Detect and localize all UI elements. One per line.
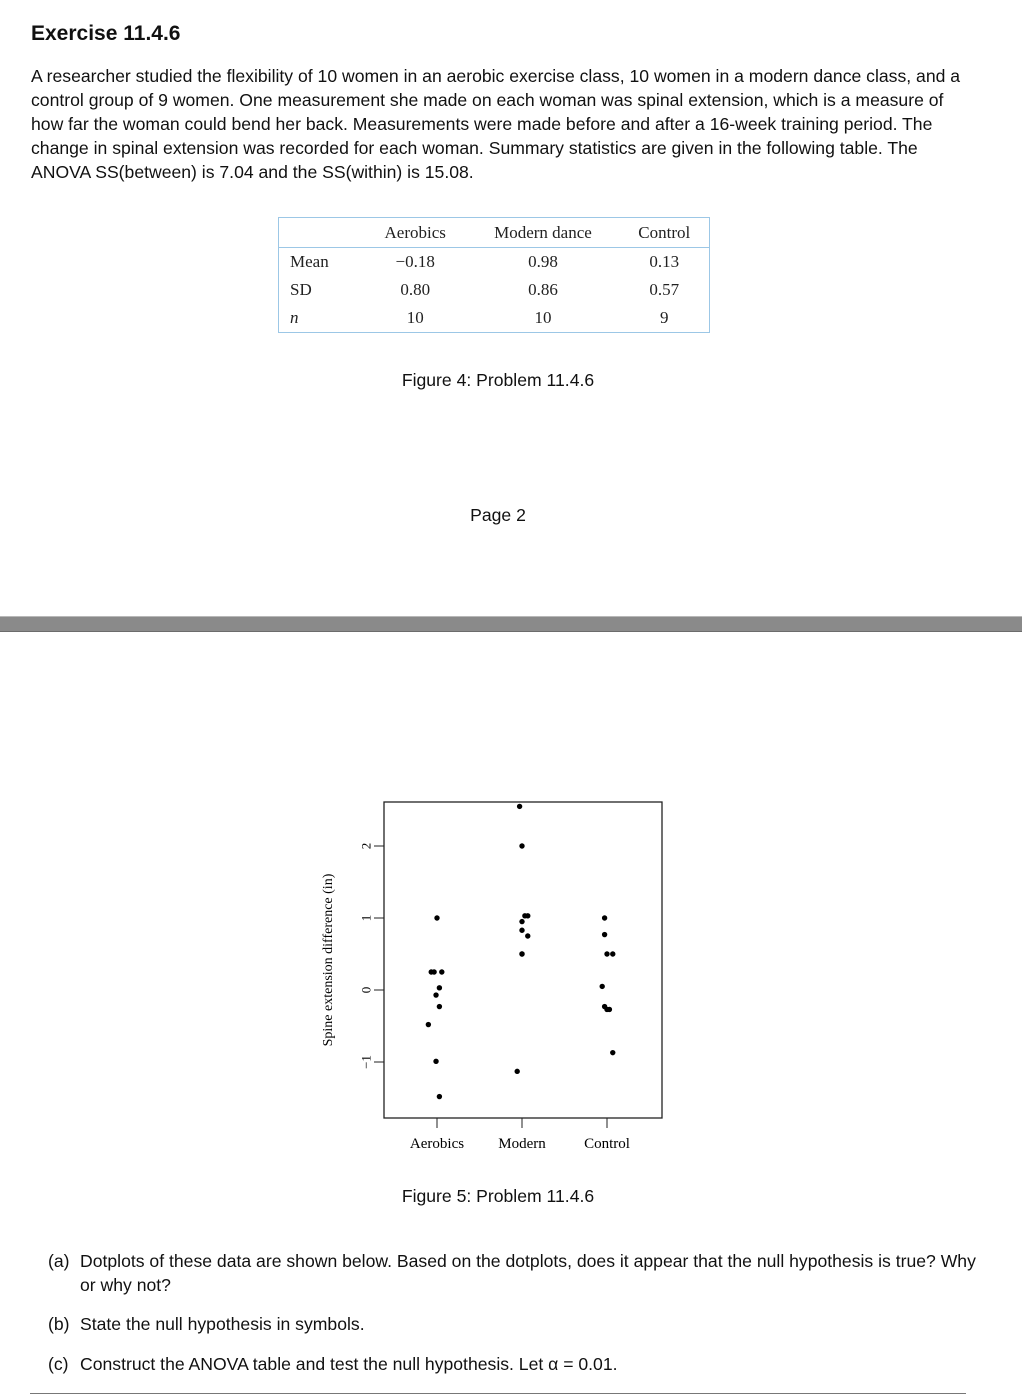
data-point <box>519 843 524 848</box>
question-label: (b) <box>48 1314 70 1334</box>
question-text: State the null hypothesis in symbols. <box>80 1314 365 1334</box>
table-cell: 0.57 <box>649 280 680 299</box>
data-point <box>610 951 615 956</box>
y-axis-label: Spine extension difference (in) <box>321 873 336 1047</box>
data-point <box>515 1069 520 1074</box>
table-header-row <box>279 218 710 248</box>
table-header-modern-dance: Modern dance <box>466 218 619 248</box>
question-text: Construct the ANOVA table and test the null hypothesis. Let α = 0.01. <box>80 1354 618 1374</box>
x-tick-label: Modern <box>498 1136 546 1152</box>
data-point <box>437 1094 442 1099</box>
page-number-label: Page 2 <box>470 505 526 525</box>
exercise-intro: A researcher studied the flexibility of 10 women in an aerobic exercise class, 10 women in a modern dance class, and a control group of 9 women. One measurement she made on each woman was spinal extension, which is a measure of how far the woman could bend her back. Measurements were made before and after a 16-week training period. The change in spinal extension was recorded for each woman. Summary statistics are given in the following table. The ANOVA SS(between) is 7.04 and the SS(within) is 15.08. <box>31 66 961 182</box>
table-cell: 10 <box>534 308 552 327</box>
question-label: (c) <box>48 1354 69 1374</box>
data-point <box>607 1007 612 1012</box>
question-a <box>48 1249 978 1297</box>
table-header-control: Control <box>620 218 710 248</box>
table-cell: 10 <box>406 308 424 327</box>
table-row <box>279 248 710 277</box>
y-axis <box>359 843 385 1069</box>
dotplot-chart <box>310 790 710 1160</box>
table-corner-cell <box>279 218 365 248</box>
data-point <box>519 919 524 924</box>
y-tick-label: −1 <box>358 1055 374 1069</box>
x-tick-label: Control <box>584 1136 630 1152</box>
question-c <box>48 1352 978 1376</box>
figure-4-caption: Figure 4: Problem 11.4.6 <box>401 370 595 390</box>
question-label: (a) <box>48 1251 70 1271</box>
table-cell: 0.86 <box>528 280 558 299</box>
data-point <box>604 951 609 956</box>
summary-statistics-table <box>278 217 710 333</box>
table-cell: 0.98 <box>528 252 558 271</box>
bottom-rule <box>30 1393 966 1394</box>
data-point <box>610 1050 615 1055</box>
table-cell: 0.13 <box>649 252 680 271</box>
data-point <box>434 915 439 920</box>
data-point <box>426 1022 431 1027</box>
question-list <box>48 1249 978 1376</box>
table-cell: −0.18 <box>395 252 435 271</box>
data-point <box>600 984 605 989</box>
data-point <box>525 913 530 918</box>
y-tick-label: 0 <box>358 986 374 994</box>
data-point <box>437 985 442 990</box>
data-point <box>437 1004 442 1009</box>
table-header-aerobics: Aerobics <box>364 218 466 248</box>
row-label-n: n <box>290 308 299 327</box>
row-label-mean: Mean <box>290 252 329 271</box>
y-tick-label: 1 <box>358 914 374 922</box>
data-point <box>433 1059 438 1064</box>
x-tick-label: Aerobics <box>409 1136 465 1152</box>
table-row <box>279 276 710 304</box>
data-point <box>439 969 444 974</box>
data-point <box>602 932 607 937</box>
y-tick-label: 2 <box>358 842 374 850</box>
question-b <box>48 1312 978 1336</box>
data-point <box>525 933 530 938</box>
table-cell: 9 <box>660 308 669 327</box>
data-point <box>602 915 607 920</box>
page-separator <box>0 616 1022 632</box>
table-cell: 0.80 <box>400 280 431 299</box>
data-points <box>426 804 616 1100</box>
x-axis <box>410 1118 630 1152</box>
figure-5-caption: Figure 5: Problem 11.4.6 <box>401 1186 595 1206</box>
data-point <box>431 969 436 974</box>
exercise-title: Exercise 11.4.6 <box>31 22 181 45</box>
data-point <box>433 992 438 997</box>
data-point <box>519 928 524 933</box>
question-text: Dotplots of these data are shown below. Based on the dotplots, does it appear that the null hypothesis is true? Why or why not? <box>80 1251 976 1295</box>
plot-frame <box>384 802 662 1118</box>
data-point <box>517 804 522 809</box>
table-row <box>279 304 710 333</box>
data-point <box>519 951 524 956</box>
row-label-sd: SD <box>290 280 312 299</box>
dotplot-figure <box>310 790 710 1165</box>
